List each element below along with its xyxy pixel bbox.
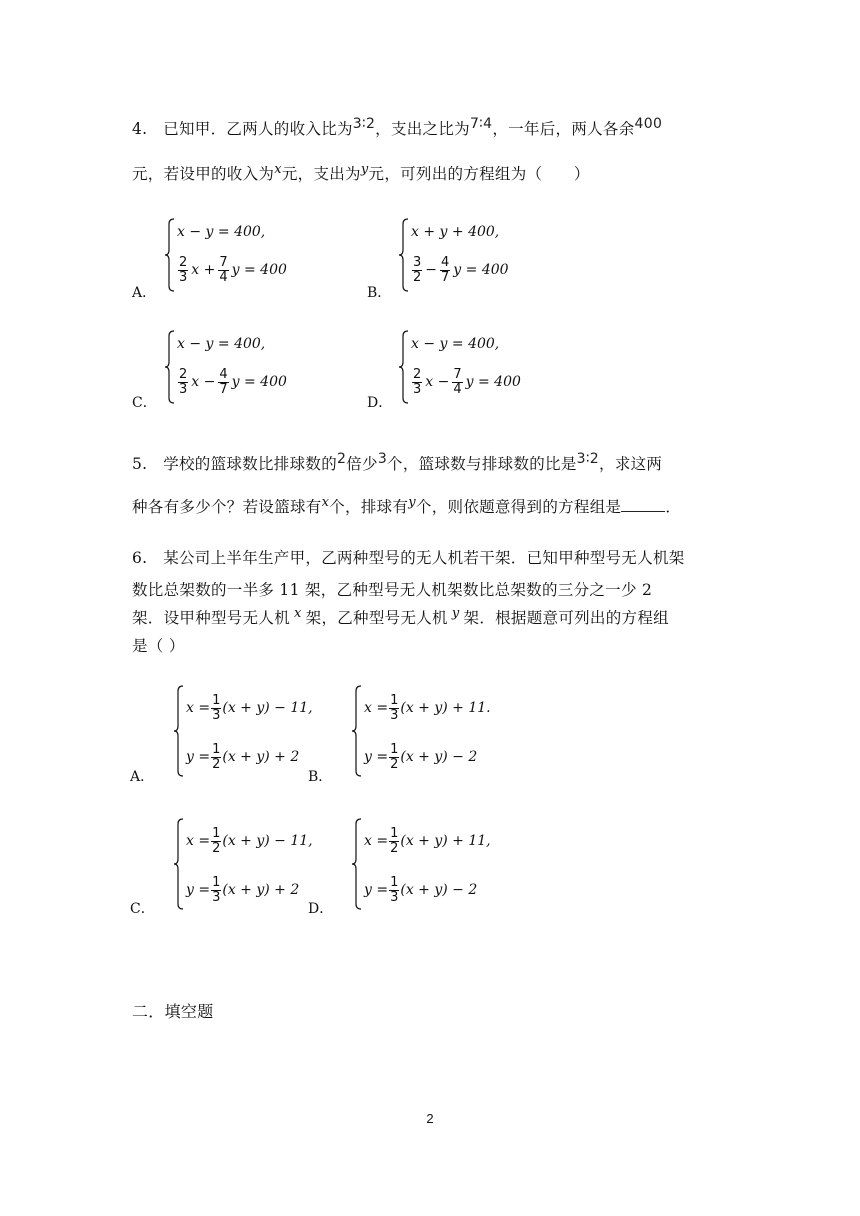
q5-text: 个，排球有 [329,498,409,516]
q5-text: 种各有多少个？若设篮球有 [132,498,322,516]
option-label[interactable]: A． [130,769,155,785]
equation-text: x − [425,374,450,390]
numerator: 7 [219,254,228,270]
denominator: 3 [179,269,188,285]
fraction [389,827,399,856]
q5-ratio: 3∶2 [576,451,600,467]
equation-2 [177,362,287,402]
fraction [218,368,228,397]
q4-amount: 400 [634,116,663,132]
section-heading [132,1001,214,1023]
q5-number: 3 [377,451,388,467]
equation-1: x = $\frac{1}{3}$ (x + y) + 11. [364,692,491,723]
option-label[interactable]: B． [308,769,333,785]
q5-text: ． [665,498,682,516]
equation-text: x − y = 400, [177,336,266,352]
equation-text: (x + y) + 2 [222,882,300,898]
q4-text: 元，可列出的方程组为（ ） [368,165,590,183]
fraction [389,876,399,905]
equation-system[interactable] [165,218,315,292]
brace-icon [399,330,409,404]
equation-text: (x + y) − 2 [400,749,478,765]
equation-text: x − y = 400, [177,224,266,240]
denominator: 2 [390,840,399,856]
q4-text: ，支出之比为 [375,120,470,138]
equation-2: y = $\frac{1}{3}$ (x + y) + 2 [186,874,300,905]
denominator: 3 [390,889,399,905]
q5-text: 5. 学校的篮球数比排球数的 [132,455,337,473]
fraction [211,876,221,905]
brace-icon [165,330,175,404]
equation-2: y = $\frac{1}{3}$ (x + y) − 2 [364,874,478,905]
brace-icon [165,218,175,292]
equation-text: − [425,262,438,278]
equation-2 [411,362,521,402]
equation-text: y = 400 [231,374,287,390]
q5-var-y: y [408,495,416,510]
equation-2 [177,250,287,290]
equation-text: (x + y) − 11, [222,833,313,849]
fraction [412,368,422,397]
denominator: 4 [219,269,228,285]
equation-text: (x + y) − 2 [400,882,478,898]
equation-text: x + [191,262,216,278]
denominator: 3 [212,889,221,905]
equation-2: y = $\frac{1}{2}$ (x + y) + 2 [186,741,300,772]
denominator: 3 [212,707,221,723]
q6-line1 [132,547,685,569]
denominator: 3 [413,381,422,397]
fraction [211,743,221,772]
q4-text: 元，支出为 [281,165,361,183]
q4-var-x: x [274,162,282,177]
denominator: 2 [212,756,221,772]
equation-text: (x + y) + 11, [400,833,491,849]
numerator: 7 [453,366,462,382]
numerator: 3 [413,254,422,270]
q5-text: 个，篮球数与排球数的比是 [387,455,577,473]
section-title: 二．填空题 [132,1002,214,1021]
q4-line1 [132,118,662,141]
q4-var-y: y [360,162,369,177]
equation-system[interactable] [352,685,492,777]
denominator: 7 [441,269,450,285]
equation-1 [411,212,499,252]
q6-line3 [132,607,669,631]
brace-icon [399,218,409,292]
equation-system[interactable] [352,818,492,910]
equation-text: (x + y) + 2 [222,749,300,765]
denominator: 4 [453,381,462,397]
equation-text: (x + y) + 11. [400,700,491,716]
numerator: 1 [212,692,221,708]
answer-blank[interactable] [621,497,665,512]
q6-text: 6. 某公司上半年生产甲，乙两种型号的无人机若干架．已知甲种型号无人机架 [132,549,685,567]
denominator: 2 [390,756,399,772]
equation-text: x − [191,374,216,390]
q6-text: 架．根据题意可列出的方程组 [463,609,669,627]
q5-text: ，求这两 [599,455,663,473]
q4-line2 [132,163,590,187]
brace-icon [174,818,184,910]
denominator: 3 [390,707,399,723]
fraction [389,743,399,772]
q6-text: 架．设甲种型号无人机 [132,609,291,627]
equation-text: y = 400 [231,262,287,278]
option-label[interactable]: C． [132,395,157,411]
q5-var-x: x [321,495,330,510]
q4-text: ，一年后，两人各余 [492,120,635,138]
q6-line2 [132,579,652,601]
q5-text: 个，则依题意得到的方程组是 [415,498,622,516]
fraction [178,368,188,397]
equation-2 [411,250,509,290]
brace-icon [352,818,362,910]
numerator: 1 [390,741,399,757]
fraction [452,368,462,397]
option-label[interactable]: B． [367,285,392,301]
fraction [211,827,221,856]
q4-ratio-income: 3∶2 [352,116,376,132]
numerator: 2 [413,366,422,382]
equation-1 [177,324,265,364]
equation-1 [177,212,265,252]
equation-system[interactable] [174,818,314,910]
equation-text: y = 400 [465,374,521,390]
numerator: 2 [179,366,188,382]
equation-system[interactable] [399,218,549,292]
denominator: 2 [413,269,422,285]
q5-text: 倍少 [346,455,378,473]
q5-line2 [132,496,681,520]
equation-1: x = $\frac{1}{2}$ (x + y) + 11, [364,825,491,856]
q4-text: 4. 已知甲．乙两人的收入比为 [132,120,353,138]
option-label[interactable]: C． [130,901,155,917]
numerator: 1 [212,741,221,757]
fraction [412,256,422,285]
option-label[interactable]: D． [308,901,334,917]
q6-text: 数比总架数的一半多 11 架，乙种型号无人机架数比总架数的三分之一少 2 [132,581,653,599]
numerator: 2 [179,254,188,270]
q6-text: 架，乙种型号无人机 [305,609,448,627]
brace-icon [174,685,184,777]
numerator: 4 [441,254,450,270]
fraction [218,256,228,285]
q4-text: 元，若设甲的收入为 [132,165,275,183]
denominator: 7 [219,381,228,397]
equation-text: y = 400 [453,262,509,278]
equation-1 [411,324,499,364]
fraction [440,256,450,285]
equation-2: y = $\frac{1}{2}$ (x + y) − 2 [364,741,478,772]
equation-1: x = $\frac{1}{3}$ (x + y) − 11, [186,692,313,723]
fraction [389,694,399,723]
denominator: 3 [179,381,188,397]
numerator: 1 [390,692,399,708]
equation-1: x = $\frac{1}{2}$ (x + y) − 11, [186,825,313,856]
option-label[interactable]: D． [367,395,393,411]
fraction [178,256,188,285]
page-number: 2 [426,1111,434,1126]
q6-text: 是（ ） [132,637,185,655]
equation-system[interactable] [399,330,549,404]
equation-system[interactable] [165,330,315,404]
equation-system[interactable] [174,685,314,777]
numerator: 1 [390,874,399,890]
numerator: 1 [390,825,399,841]
equation-text: x + y + 400, [411,224,500,240]
brace-icon [352,685,362,777]
q6-var-x: x [294,606,302,621]
q6-var-y: y [451,606,460,621]
q4-ratio-expense: 7∶4 [469,116,493,132]
equation-text: x − y = 400, [411,336,500,352]
denominator: 2 [212,840,221,856]
option-label[interactable]: A． [132,285,157,301]
q6-line4 [132,635,185,657]
numerator: 1 [212,874,221,890]
q5-line1 [132,453,662,476]
q5-number: 2 [337,451,347,467]
numerator: 1 [212,825,221,841]
fraction [211,694,221,723]
equation-text: (x + y) − 11, [222,700,313,716]
numerator: 4 [219,366,228,382]
